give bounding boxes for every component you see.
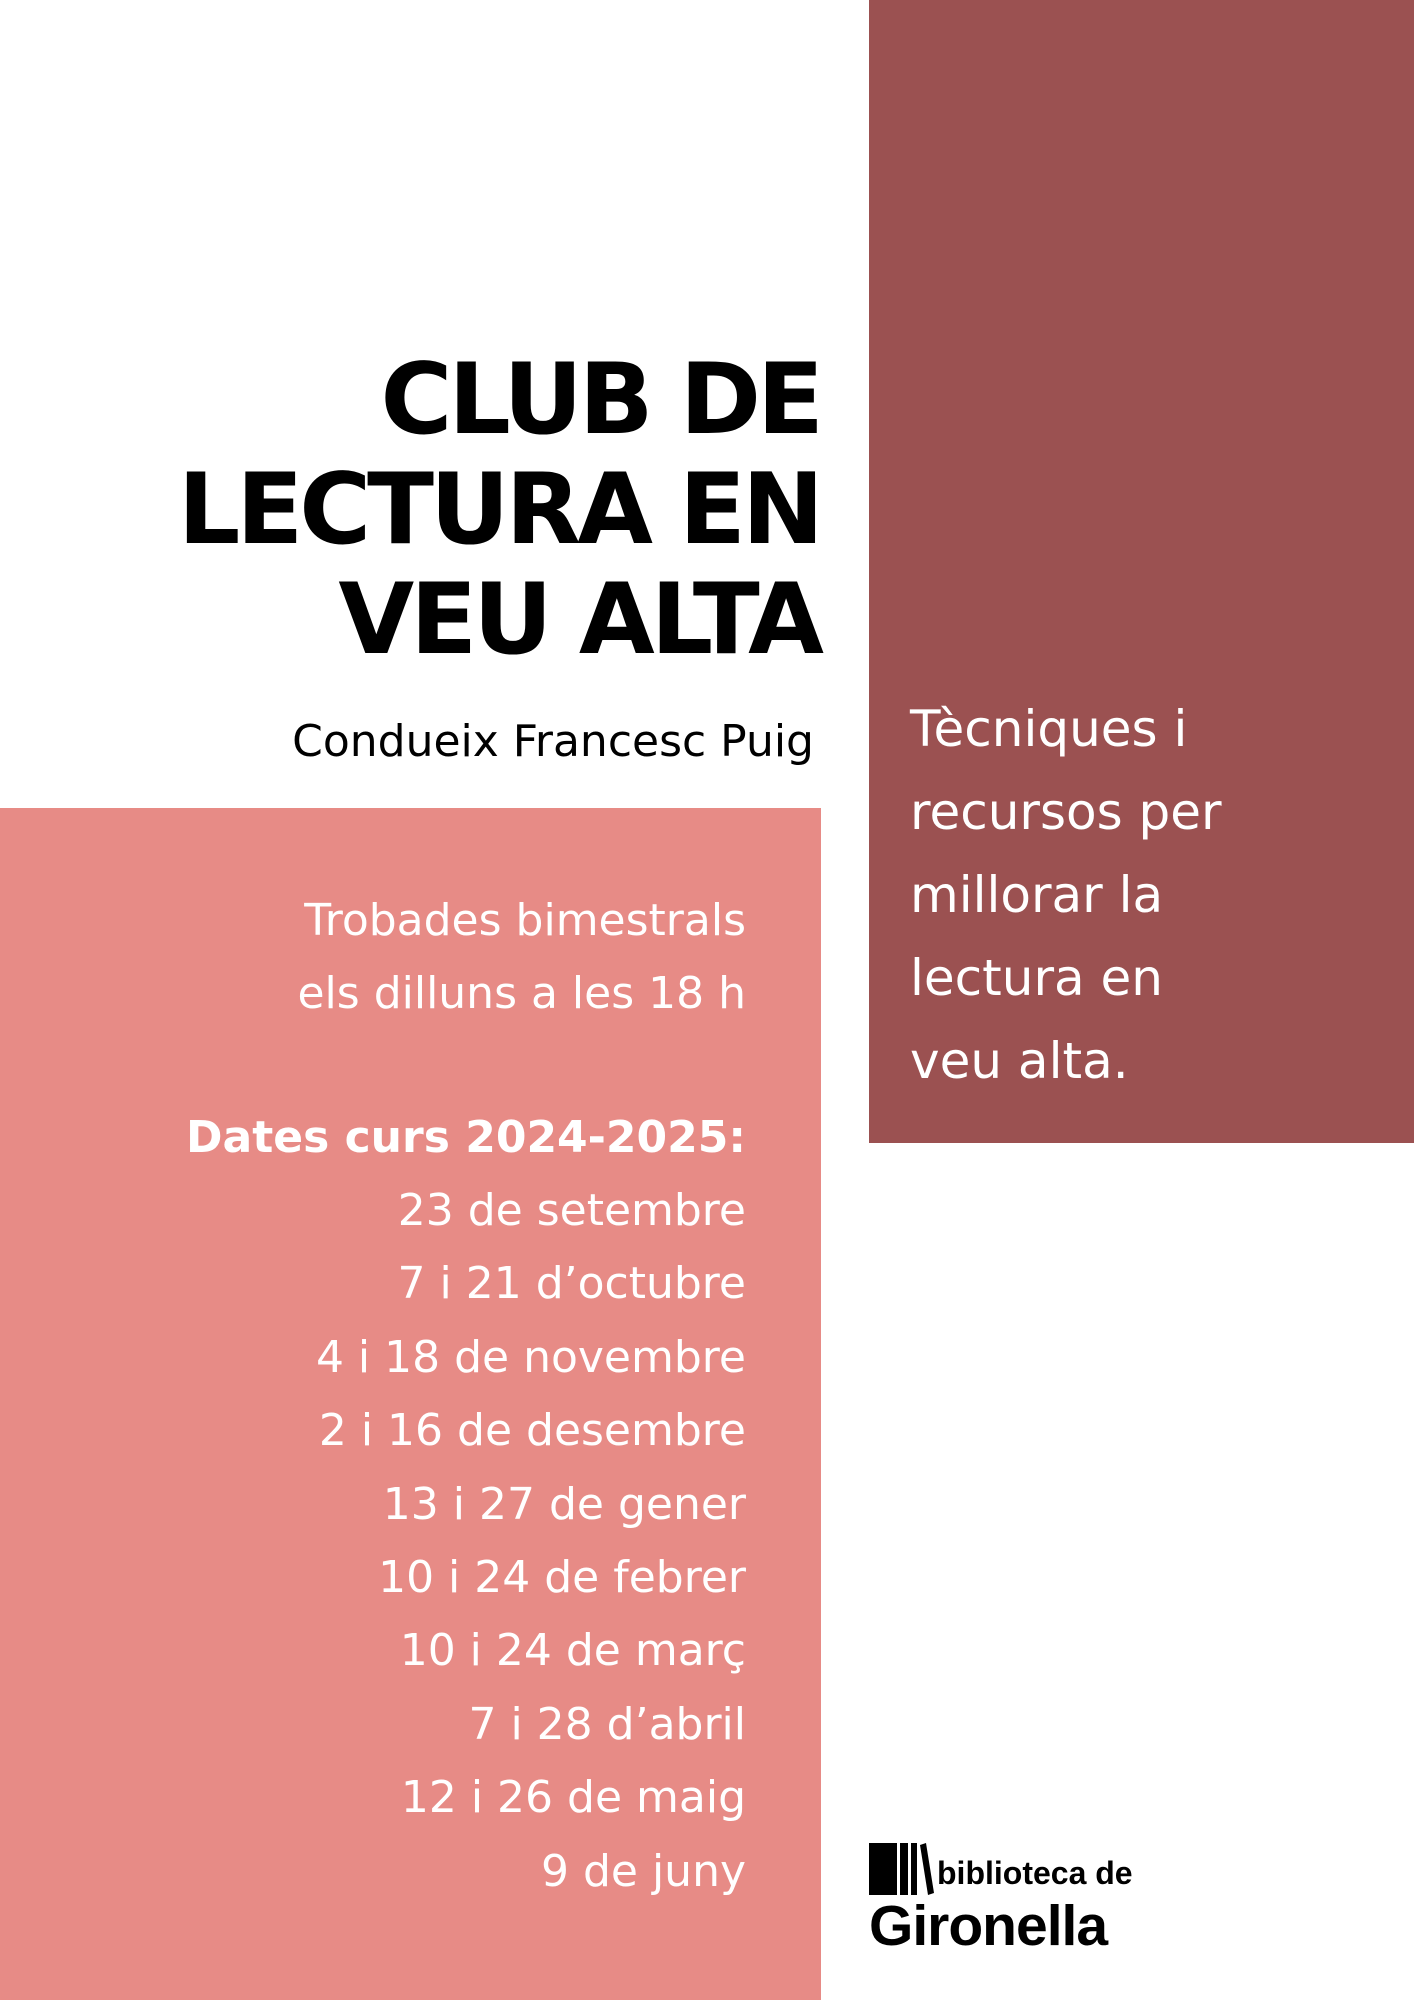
- logo-text-small: biblioteca de: [937, 1855, 1133, 1891]
- schedule-line: els dilluns a les 18 h: [297, 968, 746, 1019]
- date-item: 10 i 24 de març: [399, 1625, 746, 1677]
- title-line: VEU ALTA: [338, 563, 820, 677]
- description-line: millorar la: [910, 866, 1164, 924]
- date-item: 2 i 16 de desembre: [318, 1405, 746, 1457]
- date-item: 10 i 24 de febrer: [378, 1552, 746, 1604]
- title-line: CLUB DE: [380, 343, 820, 457]
- page-title: [20, 345, 820, 675]
- description-text: [910, 688, 1370, 1103]
- date-item: 9 de juny: [540, 1845, 746, 1897]
- logo-text-large: Gironella: [869, 1894, 1108, 1958]
- date-item: 7 i 28 d’abril: [468, 1698, 746, 1750]
- date-item: 4 i 18 de novembre: [315, 1331, 746, 1383]
- description-line: Tècniques i: [910, 700, 1188, 758]
- date-item: 7 i 21 d’octubre: [397, 1258, 746, 1310]
- book-stack-icon: [869, 1843, 934, 1895]
- subtitle: Condueix Francesc Puig: [292, 716, 814, 767]
- description-line: lectura en: [910, 949, 1163, 1007]
- date-item: 23 de setembre: [397, 1185, 746, 1236]
- schedule-line: Trobades bimestrals: [304, 895, 746, 946]
- schedule-info: [26, 884, 746, 1030]
- description-line: recursos per: [910, 783, 1222, 841]
- dates-heading: Dates curs 2024-2025:: [186, 1112, 746, 1163]
- date-item: 13 i 27 de gener: [382, 1478, 746, 1530]
- date-item: 12 i 26 de maig: [400, 1772, 746, 1824]
- library-logo: [869, 1843, 1189, 1963]
- description-line: veu alta.: [910, 1032, 1129, 1090]
- dates-list: [26, 1174, 746, 1908]
- title-line: LECTURA EN: [177, 453, 820, 567]
